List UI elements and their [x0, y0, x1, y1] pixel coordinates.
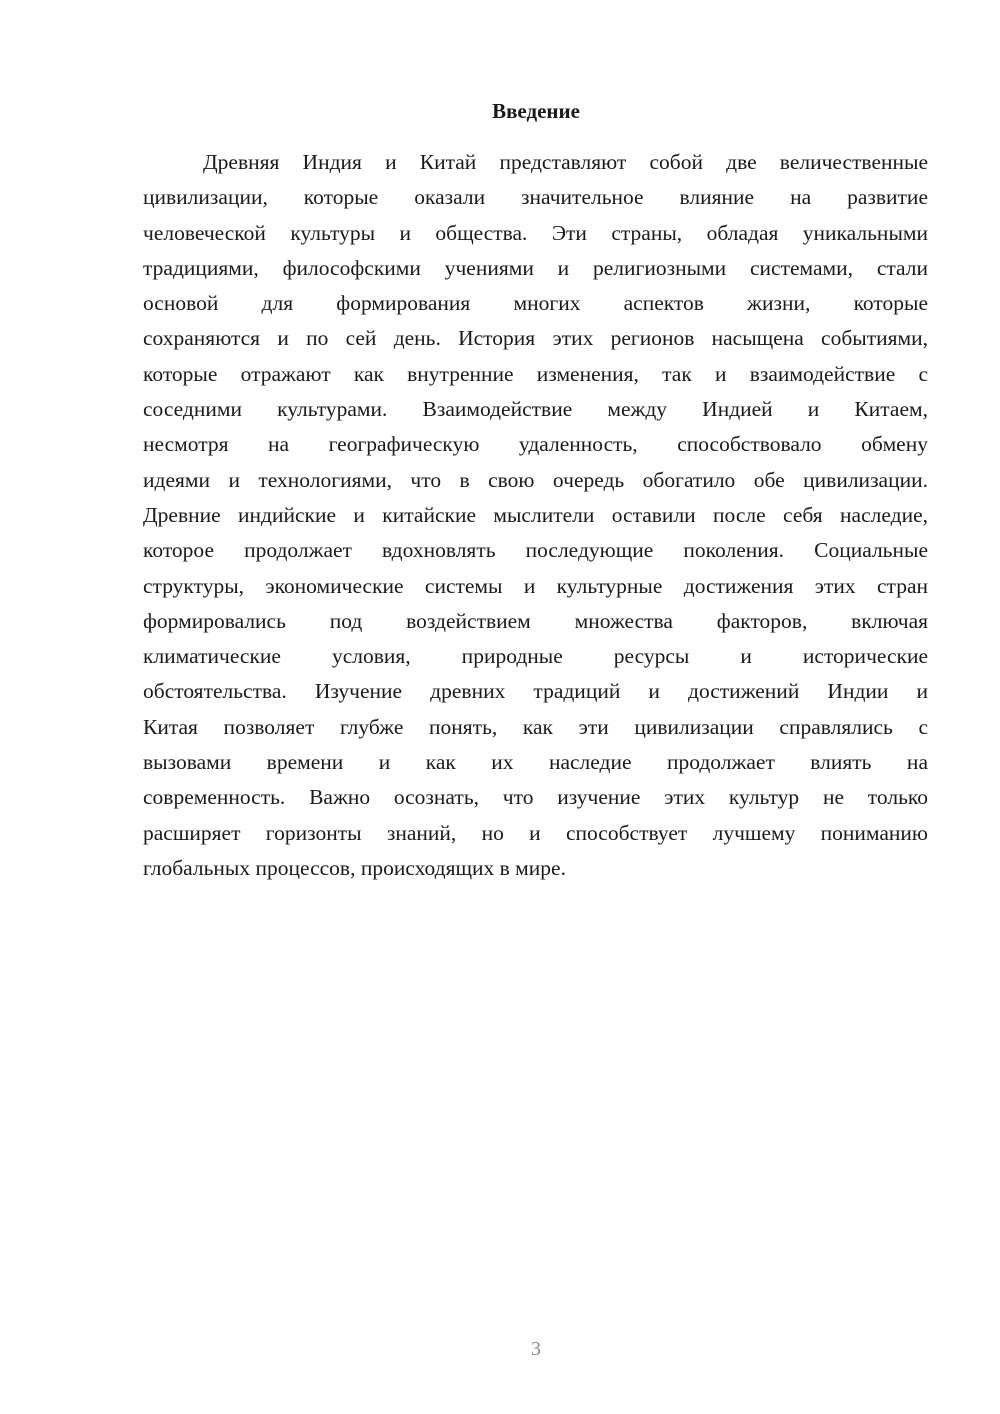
paragraph-line: которое продолжает вдохновлять последующие поколения. Социальные: [143, 538, 928, 563]
paragraph-line: формировались под воздействием множества факторов, включая: [143, 608, 928, 633]
paragraph-line: человеческой культуры и общества. Эти страны, обладая уникальными: [143, 220, 928, 245]
paragraph-line-last: глобальных процессов, происходящих в мире.: [143, 855, 566, 880]
section-title: Введение: [492, 99, 580, 123]
intro-paragraph: [143, 145, 928, 886]
paragraph-line: вызовами времени и как их наследие продолжает влиять на: [143, 750, 928, 775]
paragraph-line: структуры, экономические системы и культурные достижения этих стран: [143, 573, 928, 598]
paragraph-line: цивилизации, которые оказали значительное влияние на развитие: [143, 185, 928, 210]
paragraph-line: сохраняются и по сей день. История этих регионов насыщена событиями,: [143, 326, 928, 351]
paragraph-line: Китая позволяет глубже понять, как эти цивилизации справлялись с: [143, 714, 928, 739]
paragraph-line: основой для формирования многих аспектов жизни, которые: [143, 291, 928, 316]
paragraph-line: идеями и технологиями, что в свою очередь обогатило обе цивилизации.: [143, 467, 928, 492]
paragraph-line: современность. Важно осознать, что изучение этих культур не только: [143, 785, 928, 810]
paragraph-line: которые отражают как внутренние изменения, так и взаимодействие с: [143, 361, 928, 386]
paragraph-line: Древняя Индия и Китай представляют собой две величественные: [203, 150, 928, 174]
paragraph-line: расширяет горизонты знаний, но и способствует лучшему пониманию: [143, 820, 928, 845]
paragraph-line: обстоятельства. Изучение древних традиций и достижений Индии и: [143, 679, 928, 704]
paragraph-line: климатические условия, природные ресурсы и исторические: [143, 644, 928, 669]
paragraph-line: традициями, философскими учениями и религиозными системами, стали: [143, 255, 928, 280]
paragraph-line: Древние индийские и китайские мыслители оставили после себя наследие,: [143, 502, 928, 527]
page-number: 3: [531, 1338, 541, 1360]
paragraph-line: несмотря на географическую удаленность, способствовало обмену: [143, 432, 928, 457]
paragraph-line: соседними культурами. Взаимодействие между Индией и Китаем,: [143, 397, 928, 422]
